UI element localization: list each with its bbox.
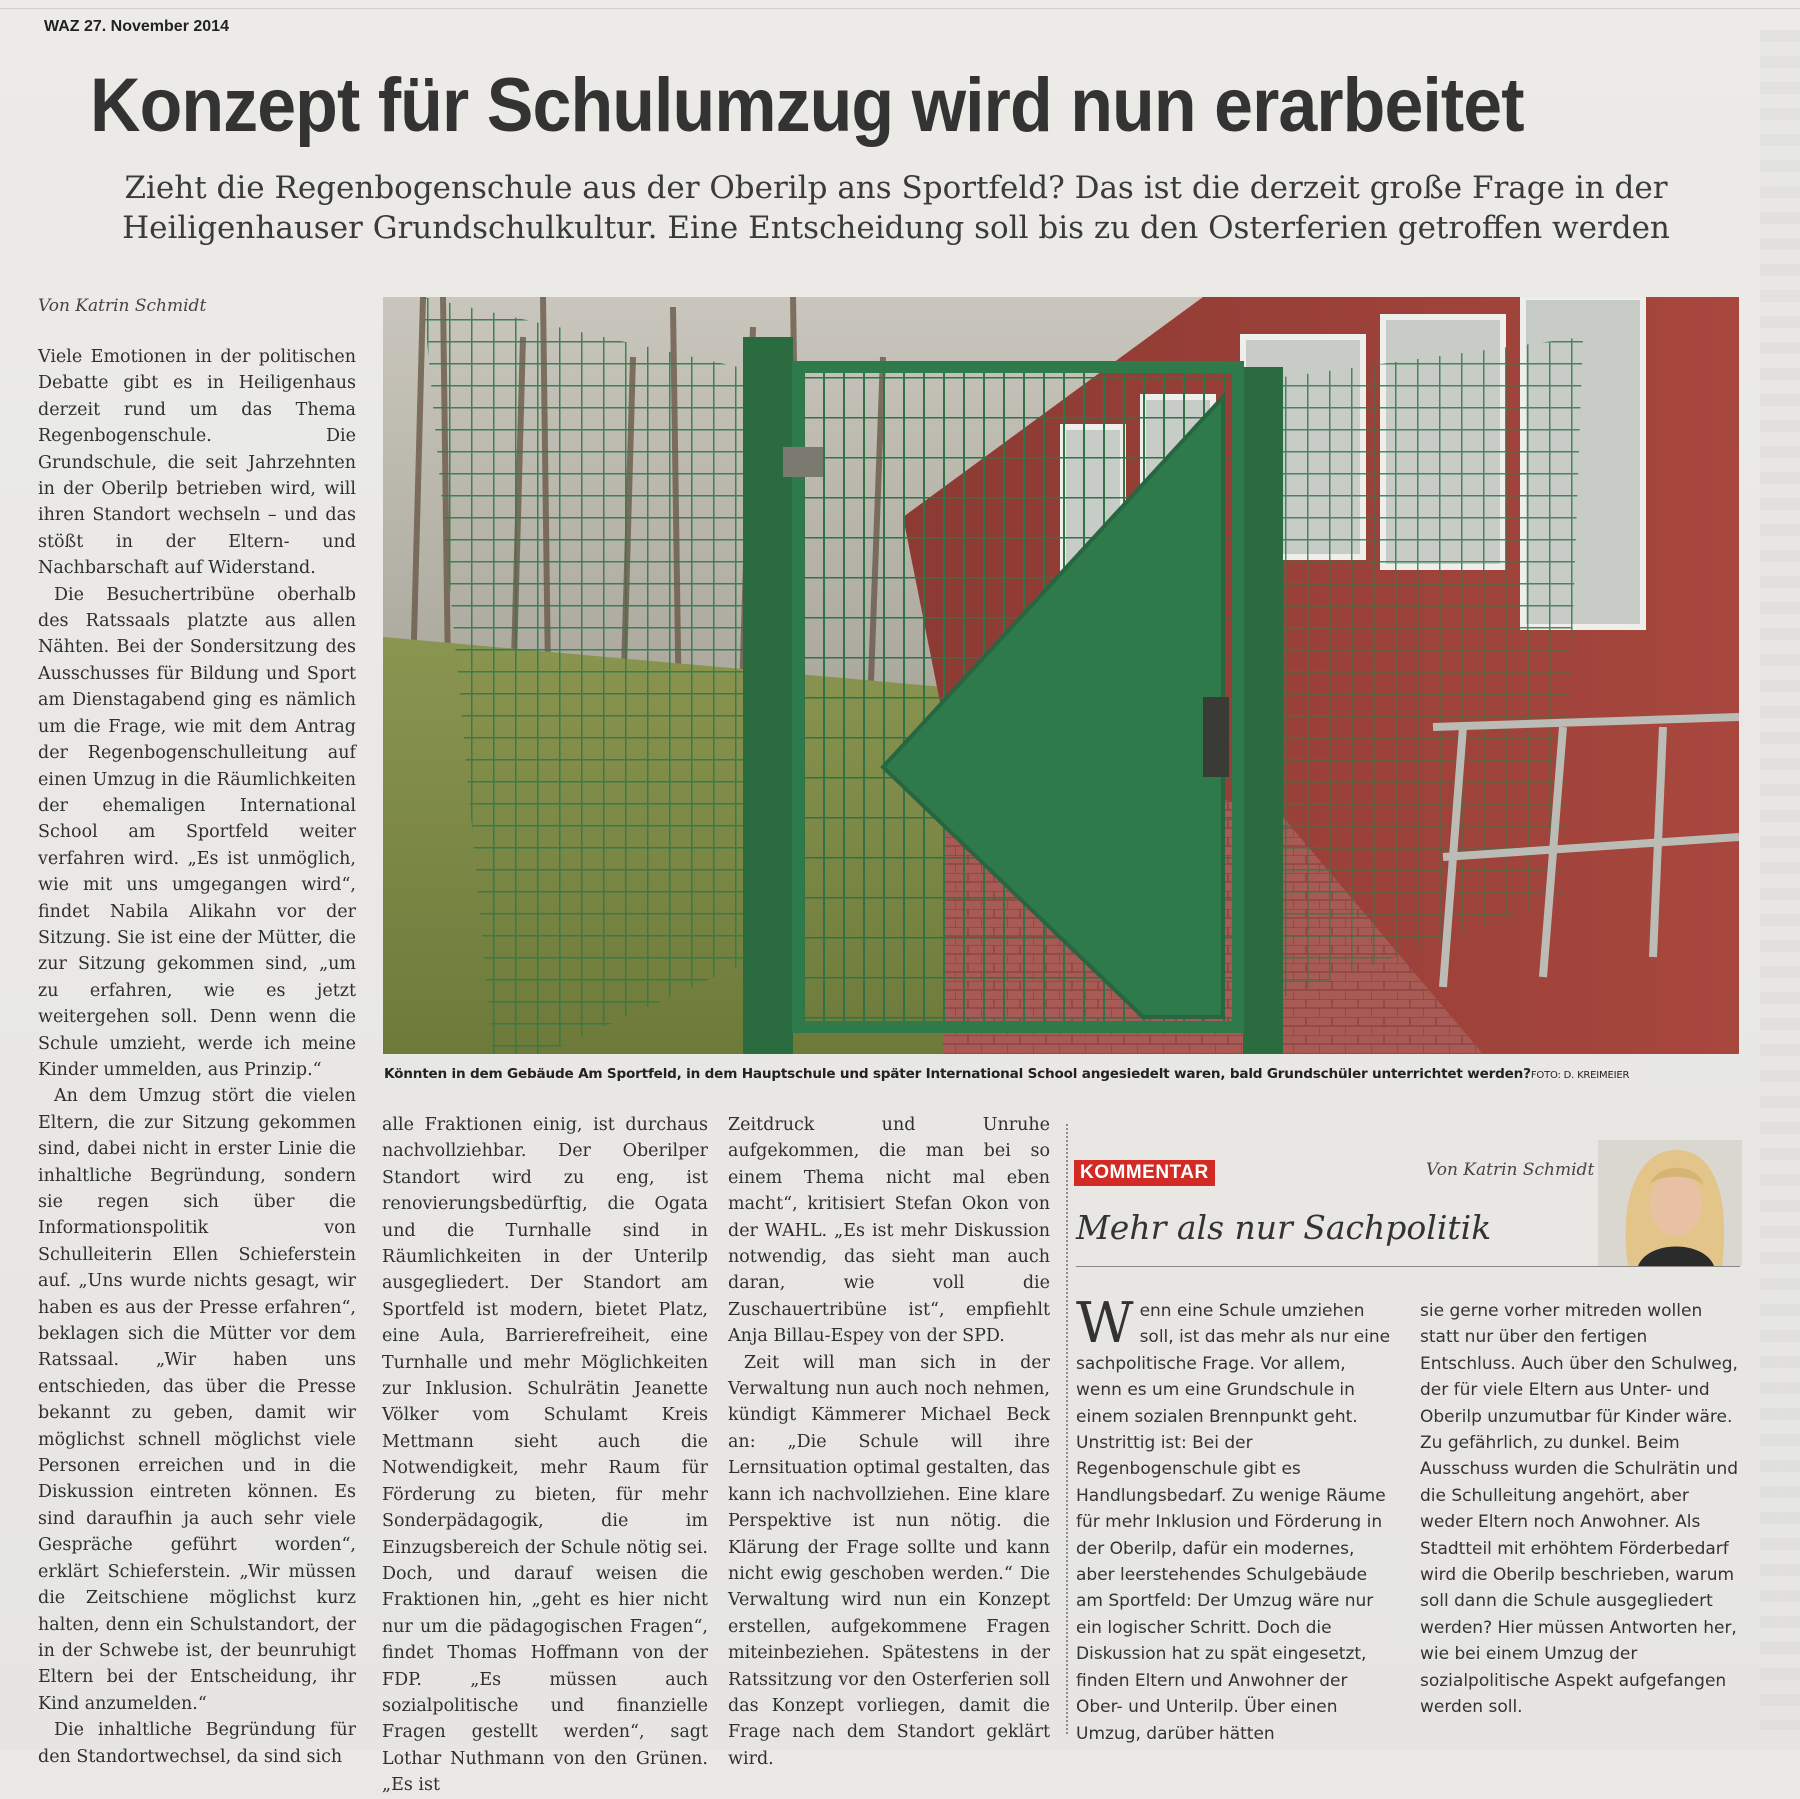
paragraph xyxy=(1076,1291,1392,1747)
author-portrait-illustration xyxy=(1598,1140,1742,1266)
article-column-2 xyxy=(382,1112,708,1799)
dateline: WAZ 27. November 2014 xyxy=(44,18,229,35)
comment-column-1 xyxy=(1076,1291,1392,1747)
comment-text: enn eine Schule umziehen soll, ist das mehr als nur eine sachpolitische Frage. Vor allem, wenn es um eine Grundschule in einem sozialen Brennpunkt geht. Unstrittig ist: Bei der Regenbogenschule gibt es Handlungsbedarf. Zu wenige Räume für mehr Inklusion und Förderung in der Oberilp, dafür ein modernes, aber leerstehendes Schulgebäude am Sportfeld: Der Umzug wäre nur ein logischer Schritt. Doch die Diskussion hat zu spät eingesetzt, finden Eltern und Anwohner der Ober- und Unterilp. Über einen Umzug, darüber hätten xyxy=(1076,1301,1391,1744)
paragraph: Zeit will man sich in der Verwaltung nun auch noch nehmen, kündigt Kämmerer Michael Beck an: „Die Schule will ihre Lernsituation optimal gestalten, das kann ich nachvollziehen. Eine klare Perspektive ist nun nötig. die Klärung der Frage sollte und kann nicht ewig geschoben werden.“ Die Verwaltung wird nun ein Konzept erstellen, aufgekommene Fragen miteinbeziehen. Spätestens in der Ratssitzung vor den Osterferien soll das Konzept vorliegen, damit die Frage nach dem Standort geklärt wird. xyxy=(728,1352,1050,1769)
headline: Konzept für Schulumzug wird nun erarbeitet xyxy=(90,63,1524,148)
article-photo xyxy=(383,297,1739,1054)
paragraph: Viele Emotionen in der politischen Debatte gibt es in Heiligenhaus derzeit rund um das Thema Regenbogenschule. Die Grundschule, die seit Jahrzehnten in der Oberilp betrieben wird, will ihren Standort wechseln – und das stößt in der Eltern- und Nachbarschaft auf Widerstand. xyxy=(38,347,356,579)
article-byline: Von Katrin Schmidt xyxy=(38,296,207,316)
comment-column-2 xyxy=(1420,1298,1742,1721)
paragraph: An dem Umzug stört die vielen Eltern, die zur Sitzung gekommen sind, dabei nicht in erster Linie die inhaltliche Begründung, sondern sie regen sich über die Informationspolitik von Schulleiterin Ellen Schieferstein auf. „Uns wurde nichts gesagt, wir haben es aus der Presse erfahren“, beklagen sich die Mütter vor dem Ratssaal. „Wir haben uns entschieden, das über die Presse bekannt zu geben, damit wir möglichst schnell möglichst viele Personen erreichen und in die Diskussion eintreten können. Es sind daraufhin ja auch sehr viele Gespräche geführt worden“, erklärt Schieferstein. „Wir müssen die Zeitschiene möglichst kurz halten, denn ein Schulstandort, der in der Schwebe ist, der beunruhigt Eltern bei der Entscheidung, ihr Kind anzumelden.“ xyxy=(38,1086,356,1714)
paragraph: Die inhaltliche Begründung für den Standortwechsel, da sind sich xyxy=(38,1720,356,1767)
author-portrait xyxy=(1598,1140,1742,1266)
article-column-1 xyxy=(38,344,356,1770)
top-rule xyxy=(0,8,1800,9)
article-column-3 xyxy=(728,1112,1050,1772)
paragraph: alle Fraktionen einig, ist durchaus nachvollziehbar. Der Oberilper Standort wird zu eng, ist renovierungsbedürftig, die Ogata und die Turnhalle sind in Räumlichkeiten in der Unterilp ausgegliedert. Der Standort am Sportfeld ist modern, bietet Platz, eine Aula, Barrierefreiheit, eine Turnhalle und mehr Möglichkeiten zur Inklusion. Schulrätin Jeanette Völker vom Schulamt Kreis Mettmann sieht auch die Notwendigkeit, mehr Raum für Förderung zu bieten, für mehr Sonderpädagogik, die im Einzugsbereich der Schule nötig sei. Doch, und darauf weisen die Fraktionen hin, „geht es hier nicht nur um die pädagogischen Fragen“, findet Thomas Hoffmann von der FDP. „Es müssen auch sozialpolitische und finanzielle Fragen gestellt werden“, sagt Lothar Nuthmann von den Grünen. „Es ist xyxy=(382,1115,708,1796)
kommentar-label: KOMMENTAR xyxy=(1074,1160,1215,1186)
caption-text: Könnten in dem Gebäude Am Sportfeld, in dem Hauptschule und später International School angesiedelt waren, bald Grundschüler unterrichtet werden? xyxy=(384,1066,1531,1082)
comment-rule xyxy=(1076,1266,1740,1267)
comment-title: Mehr als nur Sachpolitik xyxy=(1076,1208,1492,1247)
gate-photo-illustration xyxy=(383,297,1739,1054)
photo-caption xyxy=(384,1066,1744,1082)
dropcap: W xyxy=(1076,1291,1134,1356)
subheadline: Zieht die Regenbogenschule aus der Oberilp ans Sportfeld? Das ist die derzeit große Frage in der Heiligenhauser Grundschulkultur. Eine Entscheidung soll bis zu den Osterferien getroffen werden xyxy=(122,170,1670,246)
adjacent-page-edge xyxy=(1760,30,1800,1730)
comment-byline: Von Katrin Schmidt xyxy=(1426,1160,1595,1180)
photo-credit: FOTO: D. KREIMEIER xyxy=(1530,1070,1630,1081)
paragraph: Die Besuchertribüne oberhalb des Ratssaals platzte aus allen Nähten. Bei der Sondersitzung des Ausschusses für Bildung und Sport am Dienstagabend ging es nämlich um die Frage, wie mit dem Antrag der Regenbogenschulleitung auf einen Umzug in die Räumlichkeiten der ehemaligen International School am Sportfeld weiter verfahren wird. „Es ist unmöglich, wie mit uns umgegangen wird“, findet Nabila Alikahn vor der Sitzung. Sie ist eine der Mütter, die zur Sitzung gekommen sind, „um zu erfahren, wie es jetzt weitergehen soll. Denn wenn die Schule umzieht, werde ich meine Kinder ummelden, aus Prinzip.“ xyxy=(38,584,356,1080)
paragraph: sie gerne vorher mitreden wollen statt nur über den fertigen Entschluss. Auch über den Schulweg, der für viele Eltern aus Unter- und Oberilp unzumutbar für Kinder wäre. Zu gefährlich, zu dunkel. Beim Ausschuss wurden die Schulrätin und die Schulleitung angehört, aber weder Eltern noch Anwohner. Als Stadtteil mit erhöhtem Förderbedarf wird die Oberilp beschrieben, warum soll dann die Schule ausgegliedert werden? Hier müssen Antworten her, wie bei einem Umzug der sozialpolitische Aspekt aufgefangen werden soll. xyxy=(1420,1301,1739,1718)
paragraph: Zeitdruck und Unruhe aufgekommen, die man bei so einem Thema nicht mal eben macht“, kritisiert Stefan Okon von der WAHL. „Es ist mehr Diskussion notwendig, das sieht man auch daran, wie voll die Zuschauertribüne ist“, empfiehlt Anja Billau-Espey von der SPD. xyxy=(728,1115,1050,1347)
